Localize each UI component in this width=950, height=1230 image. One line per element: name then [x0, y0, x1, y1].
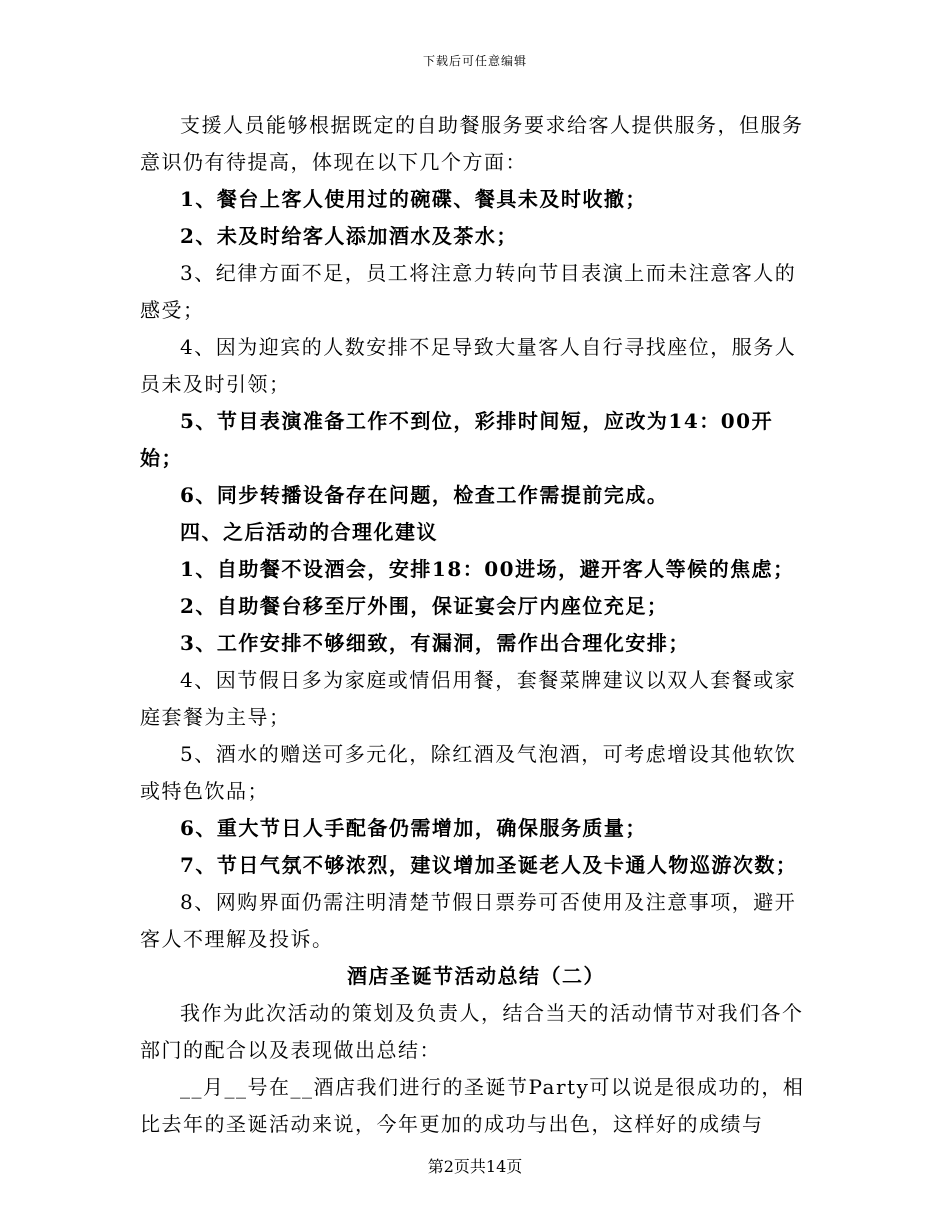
- list-item: 2、未及时给客人添加酒水及茶水；: [180, 224, 518, 248]
- paragraph: 我作为此次活动的策划及负责人，结合当天的活动情节对我们各个部门的配合以及表现做出总结：: [140, 1001, 804, 1062]
- list-item: 6、重大节日人手配备仍需增加，确保服务质量；: [180, 816, 647, 840]
- document-title: 酒店圣诞节活动总结（二）: [347, 964, 605, 988]
- list-item: 3、工作安排不够细致，有漏洞，需作出合理化安排；: [180, 631, 690, 655]
- list-item: 4、因节假日多为家庭或情侣用餐，套餐菜牌建议以双人套餐或家庭套餐为主导；: [140, 668, 797, 729]
- page-footer: 第2页共14页: [427, 1157, 523, 1176]
- list-item: 2、自助餐台移至厅外围，保证宴会厅内座位充足；: [180, 594, 669, 618]
- list-item: 6、同步转播设备存在问题，检查工作需提前完成。: [180, 483, 669, 507]
- page-header: 下载后可任意编辑: [422, 54, 527, 68]
- list-item: 7、节日气氛不够浓烈，建议增加圣诞老人及卡通人物巡游次数；: [180, 853, 798, 877]
- paragraph: __月__号在__酒店我们进行的圣诞节Party可以说是很成功的，相比去年的圣诞活动来说，今年更加的成功与出色，这样好的成绩与: [140, 1075, 805, 1136]
- list-item: 5、节目表演准备工作不到位，彩排时间短，应改为14：00开始；: [140, 409, 774, 470]
- list-item: 4、因为迎宾的人数安排不足导致大量客人自行寻找座位，服务人员未及时引领；: [140, 335, 797, 396]
- document-body: [140, 107, 812, 1143]
- section-heading: 四、之后活动的合理化建议: [180, 520, 438, 544]
- list-item: 3、纪律方面不足，员工将注意力转向节目表演上而未注意客人的感受；: [140, 261, 797, 322]
- list-item: 8、网购界面仍需注明清楚节假日票券可否使用及注意事项，避开客人不理解及投诉。: [140, 890, 797, 951]
- list-item: 5、酒水的赠送可多元化，除红酒及气泡酒，可考虑增设其他软饮或特色饮品；: [140, 742, 797, 803]
- list-item: 1、餐台上客人使用过的碗碟、餐具未及时收撤；: [180, 187, 647, 211]
- list-item: 1、自助餐不设酒会，安排18：00进场，避开客人等候的焦虑；: [180, 557, 795, 581]
- paragraph: 支援人员能够根据既定的自助餐服务要求给客人提供服务，但服务意识仍有待提高，体现在以下几个方面：: [140, 113, 804, 174]
